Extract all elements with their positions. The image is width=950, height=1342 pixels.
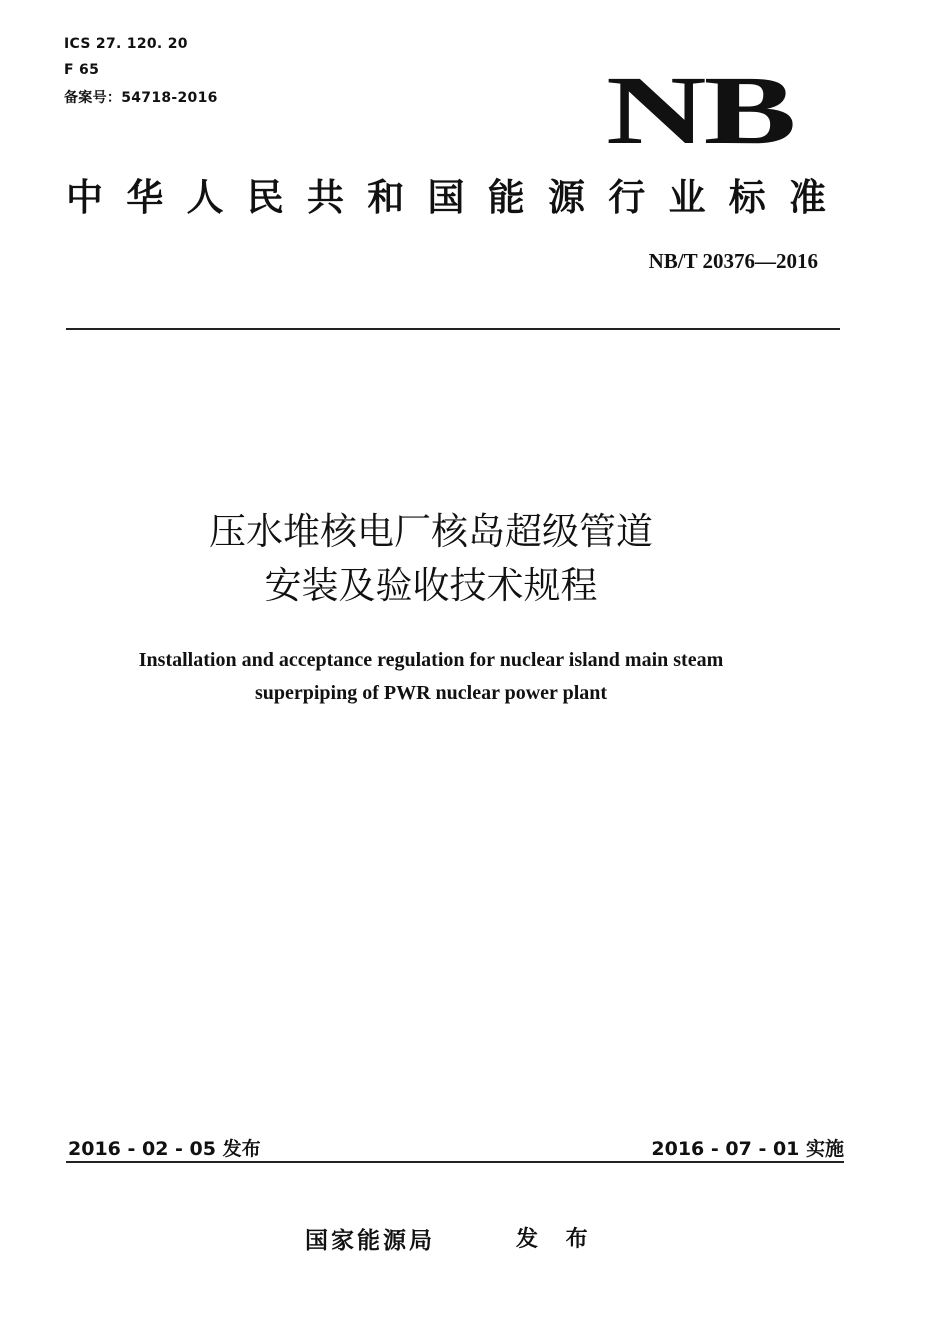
- category-char: 业: [668, 176, 706, 219]
- category-char: 源: [548, 176, 585, 219]
- chinese-title-line-2: 安装及验收技术规程: [264, 564, 598, 607]
- category-char: 华: [126, 176, 164, 219]
- english-title-line-2: superpiping of PWR nuclear power plant: [254, 682, 608, 704]
- category-char: 准: [789, 176, 826, 219]
- header-divider: [66, 328, 840, 330]
- publish-label: 发 布: [516, 1227, 598, 1252]
- category-char: 民: [246, 176, 284, 219]
- chinese-title-line-1: 压水堆核电厂核岛超级管道: [209, 510, 653, 553]
- release-date: 2016 - 02 - 05 发布: [68, 1138, 261, 1160]
- ics-code: ICS 27. 120. 20: [64, 36, 188, 52]
- filing-number: 备案号：54718-2016: [64, 90, 218, 106]
- publisher-name: 国家能源局: [305, 1228, 435, 1254]
- category-char: 能: [487, 176, 525, 219]
- category-char: 和: [367, 176, 405, 219]
- category-char: 国: [427, 176, 465, 219]
- category-char: 中: [66, 176, 103, 219]
- implementation-date: 2016 - 07 - 01 实施: [651, 1138, 844, 1160]
- category-char: 人: [186, 176, 224, 219]
- footer-divider: [66, 1161, 844, 1163]
- category-char: 标: [728, 176, 766, 219]
- ccs-code: F 65: [64, 62, 100, 78]
- english-title-line-1: Installation and acceptance regulation for nuclear island main steam: [138, 649, 724, 671]
- standard-number: NB/T 20376—2016: [648, 249, 818, 273]
- standard-category-heading: [66, 176, 826, 220]
- nb-logo: NB: [606, 57, 794, 165]
- category-char: 行: [608, 176, 646, 219]
- category-char: 共: [307, 176, 344, 219]
